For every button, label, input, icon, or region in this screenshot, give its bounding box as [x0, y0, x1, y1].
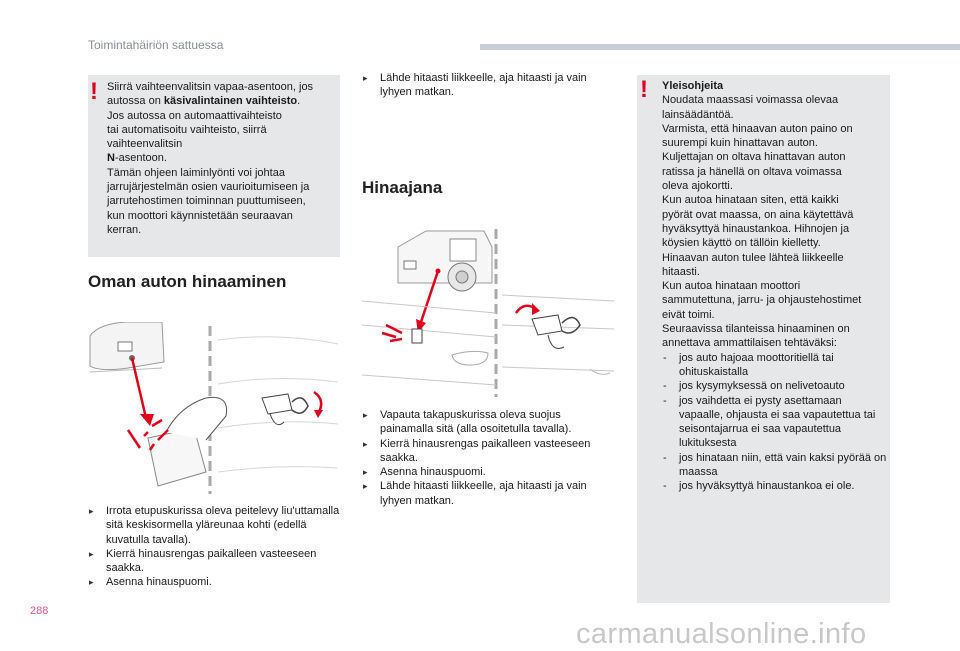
rear-bumper-illustration	[362, 225, 614, 397]
guidance-line: hyväksyttyä hinaustankoa. Hihnojen ja	[662, 222, 850, 235]
guidance-line: Kun autoa hinataan siten, että kaikki	[662, 194, 839, 207]
warning-line: -asentoon.	[114, 152, 167, 165]
warning-line: Jos autossa on automaattivaihteisto	[107, 109, 282, 122]
list-item: ▸ Asenna hinauspuomi.	[362, 465, 614, 479]
warning-exclamation-icon: !	[90, 78, 98, 105]
warning-emphasis: käsivalintainen vaihteisto	[163, 95, 298, 108]
list-item: ▸ Asenna hinauspuomi.	[88, 575, 340, 589]
list-item: ▸ Irrota etupuskurissa oleva peitelevy liu'uttamalla sitä keskisormella yläreunaa kohti (edellä kuvatulla tavalla).	[88, 504, 340, 547]
list-item: ▸ Lähde hitaasti liikkeelle, aja hitaasti ja vain lyhyen matkan.	[362, 479, 614, 508]
page-number: 288	[30, 605, 49, 617]
guidance-line: Hinaavan auton tulee lähteä liikkeelle	[662, 251, 844, 264]
list-item: - jos hyväksyttyä hinaustankoa ei ole.	[662, 479, 888, 493]
warning-line: jarrutehostimen toiminnan puuttumiseen,	[107, 195, 306, 208]
list-item: - jos kysymyksessä on nelivetoauto	[662, 379, 888, 393]
list-item: ▸ Lähde hitaasti liikkeelle, aja hitaasti ja vain lyhyen matkan.	[362, 71, 614, 100]
guidance-title: Yleisohjeita	[662, 80, 724, 92]
header-bar	[480, 44, 960, 50]
warning-line: jarrujärjestelmän osien vaurioitumiseen ja	[107, 181, 310, 194]
guidance-line: Kuljettajan on oltava hinattavan auton	[662, 151, 846, 164]
list-item: ▸ Vapauta takapuskurissa oleva suojus painamalla sitä (alla osoitetulla tavalla).	[362, 408, 614, 437]
guidance-line: sammutettuna, jarru- ja ohjaustehostimet	[662, 294, 862, 307]
guidance-line: lainsäädäntöä.	[662, 108, 734, 121]
guidance-line: Noudata maassasi voimassa olevaa	[662, 94, 839, 107]
list-item: - jos vaihdetta ei pysty asettamaan vapaalle, ohjausta ei saa vapautettua tai seisontajarrua ei saa vapautettua lukituksesta	[662, 394, 888, 451]
warning-emphasis: N	[107, 152, 115, 165]
middle-steps-list	[362, 408, 614, 508]
watermark: carmanualsonline.info	[576, 618, 867, 650]
guidance-line: eivät toimi.	[662, 308, 715, 321]
guidance-line: pyörät ovat maassa, on aina käytettävä	[662, 208, 854, 221]
guidance-line: ratissa ja hänellä on oltava voimassa	[662, 165, 842, 178]
guidance-line: Kun autoa hinataan moottori	[662, 280, 801, 293]
list-item: ▸ Kierrä hinausrengas paikalleen vasteeseen saakka.	[88, 547, 340, 576]
warning-line: vaihteenvalitsin	[107, 138, 183, 151]
warning-line: kun moottori käynnistetään seuraavan	[107, 209, 293, 222]
list-item: - jos auto hajoaa moottoritiellä tai ohituskaistalla	[662, 351, 888, 380]
left-steps-list	[88, 504, 340, 590]
page-header-title: Toimintahäiriön sattuessa	[88, 38, 224, 52]
warning-line: Siirrä vaihteenvalitsin vapaa-asentoon, jos	[107, 81, 314, 93]
guidance-line: köysien käyttö on tällöin kielletty.	[662, 237, 821, 250]
warning-line: tai automatisoitu vaihteisto, siirrä	[107, 123, 267, 136]
warning-line: kerran.	[107, 223, 142, 236]
guidance-line: Varmista, että hinaavan auton paino on	[662, 122, 853, 135]
guidance-line: Seuraavissa tilanteissa hinaaminen on	[662, 323, 850, 336]
warning-text-left	[107, 80, 339, 237]
section-heading-own-car: Oman auton hinaaminen	[88, 272, 287, 291]
guidance-line: hitaasti.	[662, 265, 700, 278]
list-item: ▸ Kierrä hinausrengas paikalleen vasteeseen saakka.	[362, 437, 614, 466]
middle-top-list	[362, 71, 614, 100]
list-item: - jos hinataan niin, että vain kaksi pyörää on maassa	[662, 451, 888, 480]
guidance-line: annettava ammattilaisen tehtäväksi:	[662, 337, 837, 350]
conditions-list	[662, 351, 888, 494]
section-heading-towing: Hinaajana	[362, 178, 443, 197]
guidance-text-right	[662, 79, 888, 494]
guidance-exclamation-icon: !	[640, 76, 648, 103]
warning-line: .	[297, 95, 301, 108]
warning-line: autossa on	[107, 95, 164, 108]
guidance-line: suurempi kuin hinattavan auton.	[662, 137, 818, 150]
warning-line: Tämän ohjeen laiminlyönti voi johtaa	[107, 166, 285, 179]
guidance-line: oleva ajokortti.	[662, 180, 733, 193]
front-bumper-illustration	[88, 322, 340, 494]
